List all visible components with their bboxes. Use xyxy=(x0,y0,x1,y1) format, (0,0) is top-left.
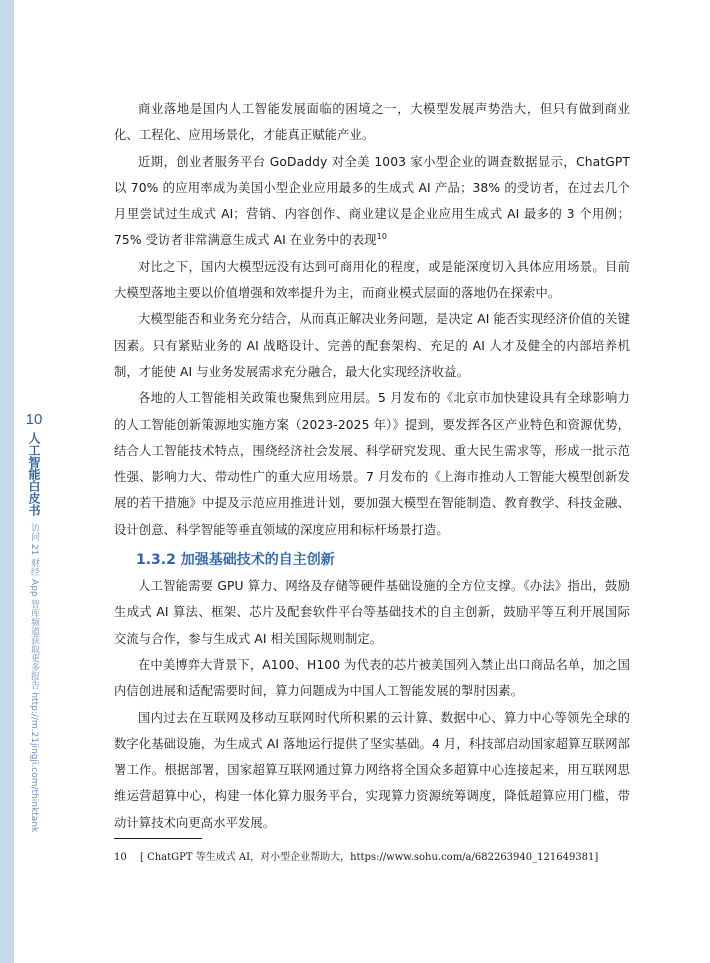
document-title: 人工智能白皮书 xyxy=(27,432,41,516)
paragraph: 对比之下，国内大模型远没有达到可商用化的程度，或是能深度切入具体应用场景。目前大模型落地主要以价值增强和效率提升为主，而商业模式层面的落地仍在探索中。 xyxy=(114,259,630,301)
access-note: 访问 21 财经 App 智库频道获取更多报告 http://m.21jingji.com/thinktank xyxy=(29,523,39,833)
paragraph: 在中美博弈大背景下，A100、H100 为代表的芯片被美国列入禁止出口商品名单，加之国内信创进展和适配需要时间，算力问题成为中国人工智能发展的掣肘因素。 xyxy=(114,657,630,699)
footnote xyxy=(114,851,654,865)
paragraph-text: 近期，创业者服务平台 GoDaddy 对全美 1003 家小型企业的调查数据显示，ChatGPT 以 70% 的应用率成为美国小型企业应用最多的生成式 AI 产品；38% 的受访者，在过去几个月里尝试过生成式 AI；营销、内容创作、商业建议是企业应用生成式 AI 最多的 3 个用例；75% 受访者非常满意生成式 AI 在业务中的表现 xyxy=(114,154,630,248)
paragraph: 国内过去在互联网及移动互联网时代所积累的云计算、数据中心、算力中心等领先全球的数字化基础设施，为生成式 AI 落地运行提供了坚实基础。4 月，科技部启动国家超算互联网部署工作。根据部署，国家超算互联网通过算力网络将全国众多超算中心连接起来，用互联网思维运营超算中心，构建一体化算力服务平台，实现算力资源统筹调度，降低超算应用门槛，带动计算技术向更高水平发展。 xyxy=(114,710,630,830)
footnote-ref[interactable]: 10 xyxy=(376,232,388,242)
paragraph: 人工智能需要 GPU 算力、网络及存储等硬件基础设施的全方位支撑。《办法》指出，鼓励生成式 AI 算法、框架、芯片及配套软件平台等基础技术的自主创新，鼓励平等互利开展国际交流与合作，参与生成式 AI 相关国际规则制定。 xyxy=(114,579,630,646)
side-color-strip xyxy=(0,0,14,963)
page-number: 10 xyxy=(25,411,43,428)
section-heading: 1.3.2 加强基础技术的自主创新 xyxy=(136,552,335,569)
main-content xyxy=(114,96,630,836)
footnote-divider xyxy=(114,838,202,839)
paragraph: 各地的人工智能相关政策也聚焦到应用层。5 月发布的《北京市加快建设具有全球影响力的人工智能创新策源地实施方案（2023-2025 年）》提到，要发挥各区产业特色和资源优势，结合人工智能技术特点，围绕经济社会发展、科学研究发现、重大民生需求等，形成一批示范性强、影响力大、带动性广的重大应用场景。7 月发布的《上海市推动人工智能大模型创新发展的若干措施》中提及示范应用推进计划，要加强大模型在智能制造、教育教学、科技金融、设计创意、科学智能等垂直领域的深度应用和标杆场景打造。 xyxy=(114,391,630,537)
footnote-number: 10 xyxy=(114,852,127,863)
paragraph: 大模型能否和业务充分结合，从而真正解决业务问题，是决定 AI 能否实现经济价值的关键因素。只有紧贴业务的 AI 战略设计、完善的配套架构、充足的 AI 人才及健全的内部培养机制，才能使 AI 与业务发展需求充分融合，最大化实现经济收益。 xyxy=(114,312,630,379)
paragraph xyxy=(114,149,630,254)
paragraph: 商业落地是国内人工智能发展面临的困境之一，大模型发展声势浩大，但只有做到商业化、工程化、应用场景化，才能真正赋能产业。 xyxy=(114,102,630,143)
footnote-text[interactable]: [ ChatGPT 等生成式 AI，对小型企业帮助大，https://www.sohu.com/a/682263940_121649381] xyxy=(140,852,599,863)
